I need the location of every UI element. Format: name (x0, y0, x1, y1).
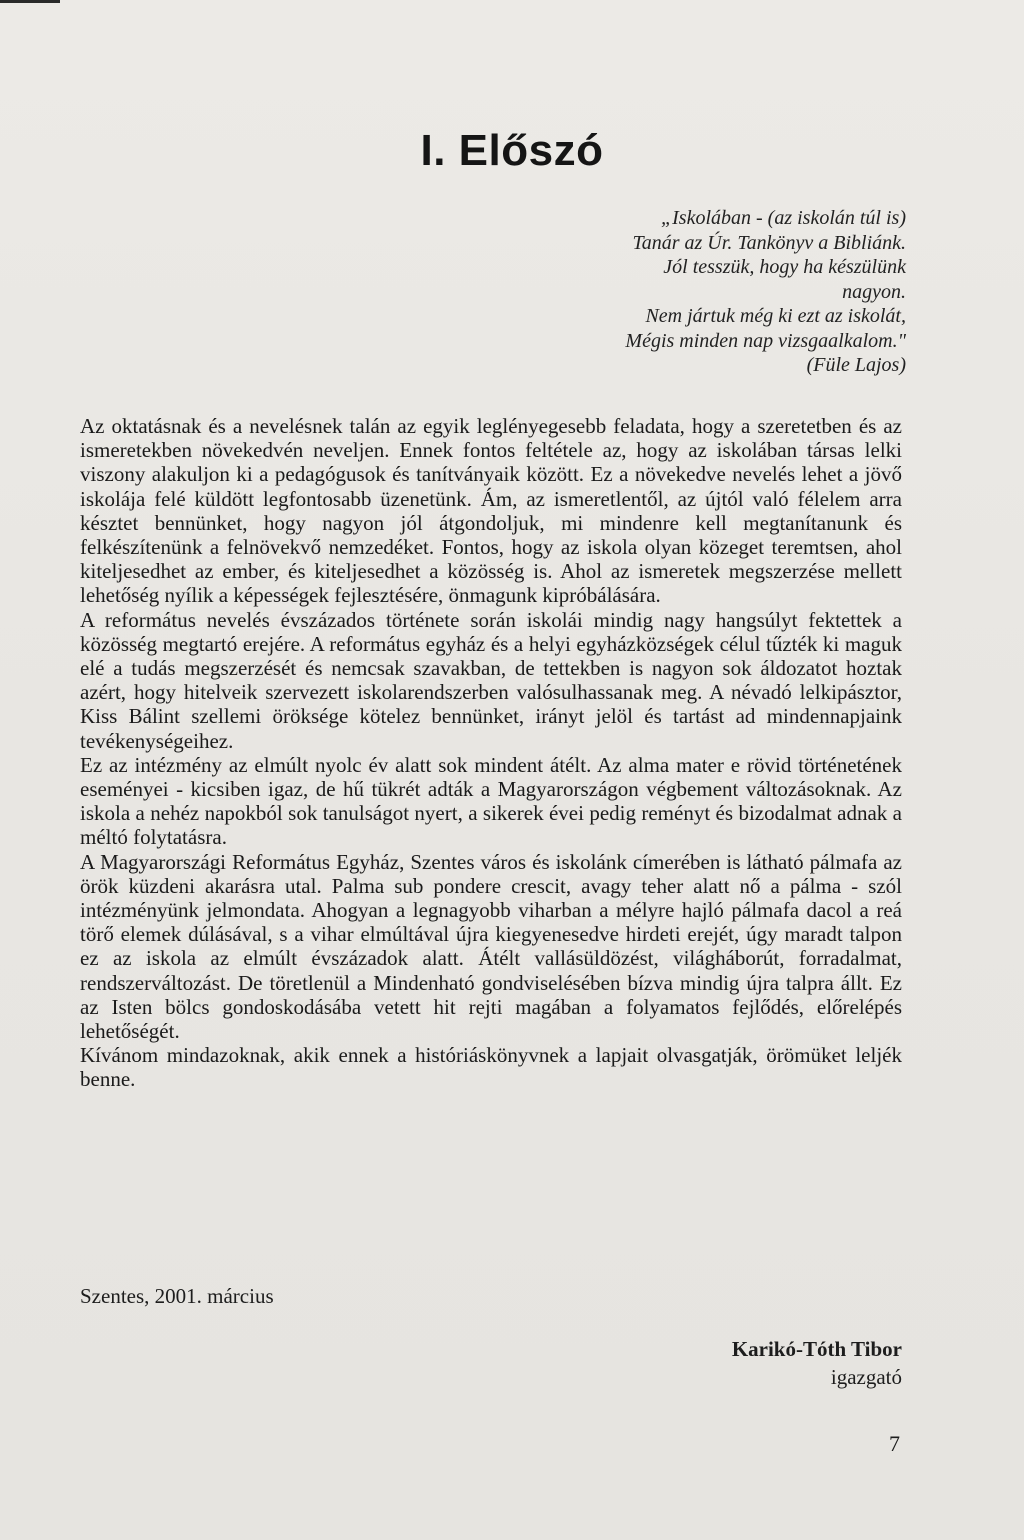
place-date: Szentes, 2001. március (80, 1284, 274, 1308)
poem-line: Mégis minden nap vizsgaalkalom." (625, 329, 906, 352)
poem-line: Jól tesszük, hogy ha készülünk (663, 256, 906, 278)
poem-author: (Füle Lajos) (806, 354, 906, 376)
signature-name: Karikó-Tóth Tibor (731, 1337, 902, 1361)
paragraph: A református nevelés évszázados története során iskolái mindig nagy hangsúlyt fektettek a közösség megtartó erejére. A református egyház és a helyi egyházközségek célul tűzték ki maguk elé a tudás megszerzését és nemcsak szavakban, de tettekben is nagyon sok áldozatot hoztak azért, hogy hitelveik szervezett iskolarendszerben valósulhassanak meg. A névadó lelkipásztor, Kiss Bálint szellemi öröksége kötelez bennünket, irányt jelöl és tartást ad mindennapjaink tevékenységeihez. (80, 607, 902, 753)
poem-line: nagyon. (842, 280, 906, 303)
poem-line: Tanár az Úr. Tankönyv a Bibliánk. (632, 231, 906, 254)
poem-line: Nem jártuk még ki ezt az iskolát, (645, 305, 906, 327)
scan-edge-mark (0, 0, 60, 3)
paragraph: Kívánom mindazoknak, akik ennek a históriáskönyvnek a lapjait olvasgatják, örömüket leljék benne. (80, 1043, 902, 1092)
signature-role: igazgató (830, 1365, 902, 1389)
paragraph: A Magyarországi Református Egyház, Szentes város és iskolánk címerében is látható pálmafa az örök küzdeni akarásra utal. Palma sub pondere crescit, avagy teher alatt nő a pálma - szól intézményünk jelmondata. Ahogyan a legnagyobb viharban a mélyre hajló pálmafa dacol a reá törő elemek dúlásával, s a vihar elmúltával újra kiegyenesedve hirdeti erejét, úgy maradt talpon ez az iskola az elmúlt évszázadok alatt. Átélt vallásüldözést, világháborút, forradalmat, rendszerváltozást. De töretlenül a Mindenható gondviselésében bízva mindig újra talpra állt. Ez az Isten bölcs gondoskodásába vetett hit rejti magában a folyamatos fejlődés, előrelépés lehetőségét. (80, 849, 902, 1044)
paragraph: Ez az intézmény az elmúlt nyolc év alatt sok mindent átélt. Az alma mater e rövid történetének eseményei - kicsiben igaz, de hű tükrét adták a Magyarországon végbement változásoknak. Az iskola a nehéz napokból sok tanulságot nyert, a sikerek évei pedig reményt és bizodalmat adnak a méltó folytatásra. (80, 752, 902, 850)
page-title: I. Előszó (420, 126, 604, 175)
epigraph-poem (386, 206, 906, 378)
paragraph: Az oktatásnak és a nevelésnek talán az egyik leglényegesebb feladata, hogy a szeretetben és az ismeretekben növekedvén neveljen. Ennek fontos feltétele az, hogy az iskolában társas lelki viszony alakuljon ki a pedagógusok és tanítványaik között. Ez a növekedve nevelés lehet a jövő iskolája felé küldött legfontosabb üzenetünk. Ám, az ismeretlentől, az újtól való félelem arra késztet bennünket, hogy nagyon jól átgondoljuk, mi mindenre kell megtanítanunk és felkészítenünk a felnövekvő nemzedéket. Fontos, hogy az iskola olyan közeget teremtsen, ahol kiteljesedhet az ember, és kiteljesedhet a közösség is. Ahol az ismeretek megszerzése mellett lehetőség nyílik a képességek fejlesztésére, önmagunk kipróbálására. (80, 414, 902, 608)
signature-block (732, 1335, 902, 1391)
body-text (80, 414, 902, 1092)
poem-line: „Iskolában - (az iskolán túl is) (661, 207, 906, 229)
page-number: 7 (889, 1431, 900, 1456)
